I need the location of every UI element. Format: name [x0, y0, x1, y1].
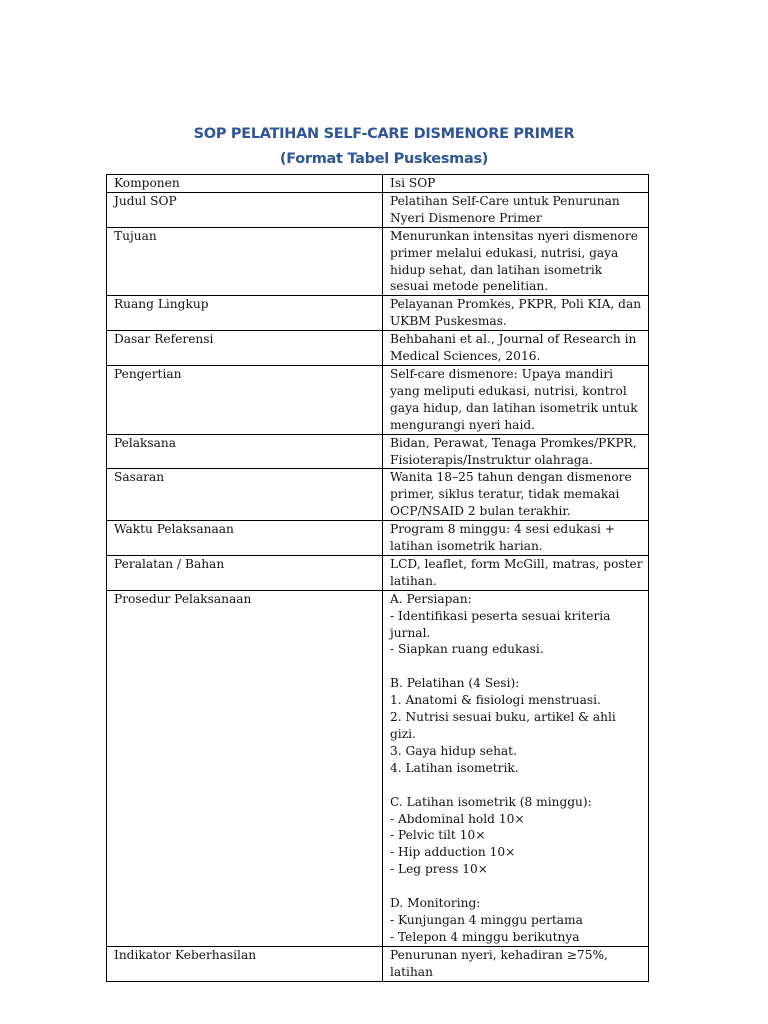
isi-cell: A. Persiapan: - Identifikasi peserta sesuai kriteria jurnal. - Siapkan ruang edukasi. B. Pelatihan (4 Sesi): 1. Anatomi & fisiologi menstruasi. 2. Nutrisi sesuai buku, artikel & ahli gizi. 3. Gaya hidup sehat. 4. Latihan isometrik. C. Latihan isometrik (8 minggu): - Abdominal hold 10× - Pelvic tilt 10× - Hip adduction 10× - Leg press 10× D. Monitoring: - Kunjungan 4 minggu pertama - Telepon 4 minggu berikutnya [383, 590, 649, 946]
document-title: SOP PELATIHAN SELF-CARE DISMENORE PRIMER [193, 126, 575, 142]
isi-cell: Menurunkan intensitas nyeri dismenore primer melalui edukasi, nutrisi, gaya hidup sehat, dan latihan isometrik sesuai metode penelitian. [383, 227, 649, 296]
table-row [107, 331, 649, 366]
komponen-cell: Sasaran [107, 469, 383, 521]
isi-cell: Program 8 minggu: 4 sesi edukasi + latihan isometrik harian. [383, 521, 649, 556]
table-row [107, 555, 649, 590]
column-header-komponen: Komponen [107, 175, 383, 193]
table-row [107, 192, 649, 227]
table-header-row [107, 175, 649, 193]
isi-cell: Self-care dismenore: Upaya mandiri yang meliputi edukasi, nutrisi, kontrol gaya hidup, dan latihan isometrik untuk mengurangi nyeri haid. [383, 365, 649, 434]
isi-cell: LCD, leaflet, form McGill, matras, poster latihan. [383, 555, 649, 590]
isi-cell: Bidan, Perawat, Tenaga Promkes/PKPR, Fisioterapis/Instruktur olahraga. [383, 434, 649, 469]
isi-cell: Pelatihan Self-Care untuk Penurunan Nyeri Dismenore Primer [383, 192, 649, 227]
komponen-cell: Pelaksana [107, 434, 383, 469]
table-row [107, 434, 649, 469]
table-row [107, 590, 649, 946]
isi-cell: Wanita 18–25 tahun dengan dismenore primer, siklus teratur, tidak memakai OCP/NSAID 2 bulan terakhir. [383, 469, 649, 521]
komponen-cell: Ruang Lingkup [107, 296, 383, 331]
komponen-cell: Tujuan [107, 227, 383, 296]
isi-cell: Penurunan nyeri, kehadiran ≥75%, latihan [383, 946, 649, 981]
isi-cell: Behbahani et al., Journal of Research in Medical Sciences, 2016. [383, 331, 649, 366]
table-row [107, 365, 649, 434]
table-row [107, 469, 649, 521]
table-row [107, 227, 649, 296]
table-row [107, 296, 649, 331]
isi-cell: Pelayanan Promkes, PKPR, Poli KIA, dan UKBM Puskesmas. [383, 296, 649, 331]
komponen-cell: Prosedur Pelaksanaan [107, 590, 383, 946]
komponen-cell: Indikator Keberhasilan [107, 946, 383, 981]
komponen-cell: Waktu Pelaksanaan [107, 521, 383, 556]
komponen-cell: Pengertian [107, 365, 383, 434]
table-row [107, 521, 649, 556]
column-header-isi-sop: Isi SOP [383, 175, 649, 193]
table-row [107, 946, 649, 981]
document-subtitle: (Format Tabel Puskesmas) [279, 151, 489, 167]
komponen-cell: Dasar Referensi [107, 331, 383, 366]
komponen-cell: Judul SOP [107, 192, 383, 227]
sop-table [106, 174, 649, 982]
komponen-cell: Peralatan / Bahan [107, 555, 383, 590]
